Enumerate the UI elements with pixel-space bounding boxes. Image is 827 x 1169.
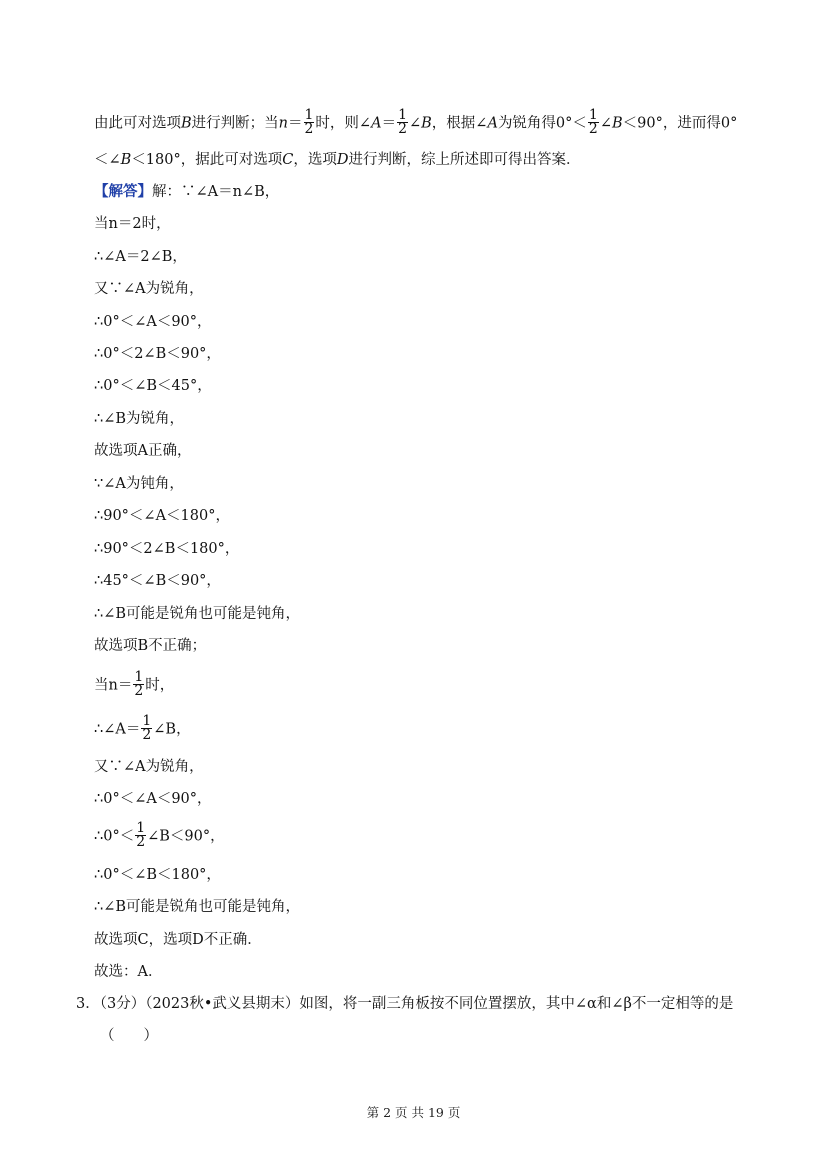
text: 进行判断；当 [191,115,279,132]
fraction-den: 2 [398,121,407,137]
analysis-line-1 [94,107,767,137]
fraction-den: 2 [304,121,314,137]
solution-line: 故选项C，选项D不正确． [94,932,262,948]
fraction-num: 1 [136,820,146,836]
text: ＜180°，据此可对选项 [131,152,283,168]
text: ，选项 [293,152,337,168]
fraction-den: 2 [142,727,152,743]
solution-line: 又∵∠A为锐角， [94,759,204,775]
solution-line: ∴∠B为锐角， [94,411,185,427]
var-b: B [421,115,432,132]
solution-line: 故选项A正确， [94,443,192,459]
text: ∠B＜90°， [147,828,225,845]
solution-line: ∴∠B可能是锐角也可能是钝角， [94,606,301,622]
text: 进行判断，综上所述即可得出答案． [348,152,581,168]
text: ，根据∠ [431,115,488,132]
page-footer: 第 2 页 共 19 页 [366,1105,461,1120]
fraction-den: 2 [588,121,598,137]
text: 由此可对选项 [94,115,181,132]
fraction-num: 1 [134,669,144,685]
var-d: D [336,152,349,168]
solution-line: ∴0°＜∠B＜180°， [94,867,221,883]
text: ∠ [408,115,422,132]
fraction-half [135,822,146,849]
text: 当n＝ [94,677,133,694]
var-n: n [278,115,288,132]
solution-line: ∴∠B可能是锐角也可能是钝角， [94,899,301,915]
text: ＝ [288,115,303,132]
text: 解：∵∠A＝n∠B， [152,184,280,200]
text: ∠B， [153,721,191,738]
solution-line: ∴∠A＝2∠B， [94,249,187,265]
fraction-num: 1 [588,107,598,123]
text: 时， [145,677,175,694]
fraction-den: 2 [136,834,146,850]
question-3-answer-blank: （ ） [100,1028,158,1044]
fraction-half [397,109,408,136]
solution-line: 又∵∠A为锐角， [94,281,204,297]
fraction-num: 1 [304,107,314,123]
question-3-line-1: 3．（3分）（2023秋•武义县期末）如图，将一副三角板按不同位置摆放，其中∠α和∠β不一定相等的是 [76,996,734,1012]
solution-line: ∵∠A为钝角， [94,476,184,492]
fraction-half [588,109,599,136]
solution-fraction-line [94,820,767,850]
text: ∴0°＜ [94,828,135,845]
solution-line: 故选项B不正确； [94,638,207,654]
var-b: B [120,152,132,168]
var-b: B [612,115,623,132]
solution-line: ∴0°＜∠A＜90°， [94,791,212,807]
text: ∠ [599,115,612,132]
var-b: B [181,115,192,132]
solution-line: ∴45°＜∠B＜90°， [94,573,221,589]
text: ＝ [381,115,397,132]
solution-line: ∴90°＜∠A＜180°， [94,508,230,524]
solution-line: ∴90°＜2∠B＜180°， [94,541,240,557]
solution-line: ∴0°＜2∠B＜90°， [94,346,221,362]
text: 为锐角得0°＜ [497,115,587,132]
fraction-half [133,671,144,698]
analysis-line-2 [94,150,767,170]
solution-line: 当n＝2时， [94,216,171,232]
solution-line: 故选：A． [94,964,163,980]
solution-line: ∴0°＜∠A＜90°， [94,314,212,330]
text: ＜∠ [94,152,121,168]
fraction-num: 1 [142,713,152,729]
solution-half-then [94,713,767,743]
solution-half-when [94,669,767,699]
fraction-num: 1 [398,107,407,123]
fraction-den: 2 [134,683,144,699]
solution-line: ∴0°＜∠B＜45°， [94,378,212,394]
solution-intro [94,182,767,202]
var-a: A [487,115,498,132]
solution-label: 【解答】 [94,183,152,200]
fraction-half [141,715,152,742]
text: 时，则∠ [315,115,372,132]
var-c: C [282,152,294,168]
var-a: A [371,115,382,132]
fraction-half [304,109,315,136]
text: ∴∠A＝ [94,721,141,738]
text: ＜90°，进而得0° [622,115,738,132]
